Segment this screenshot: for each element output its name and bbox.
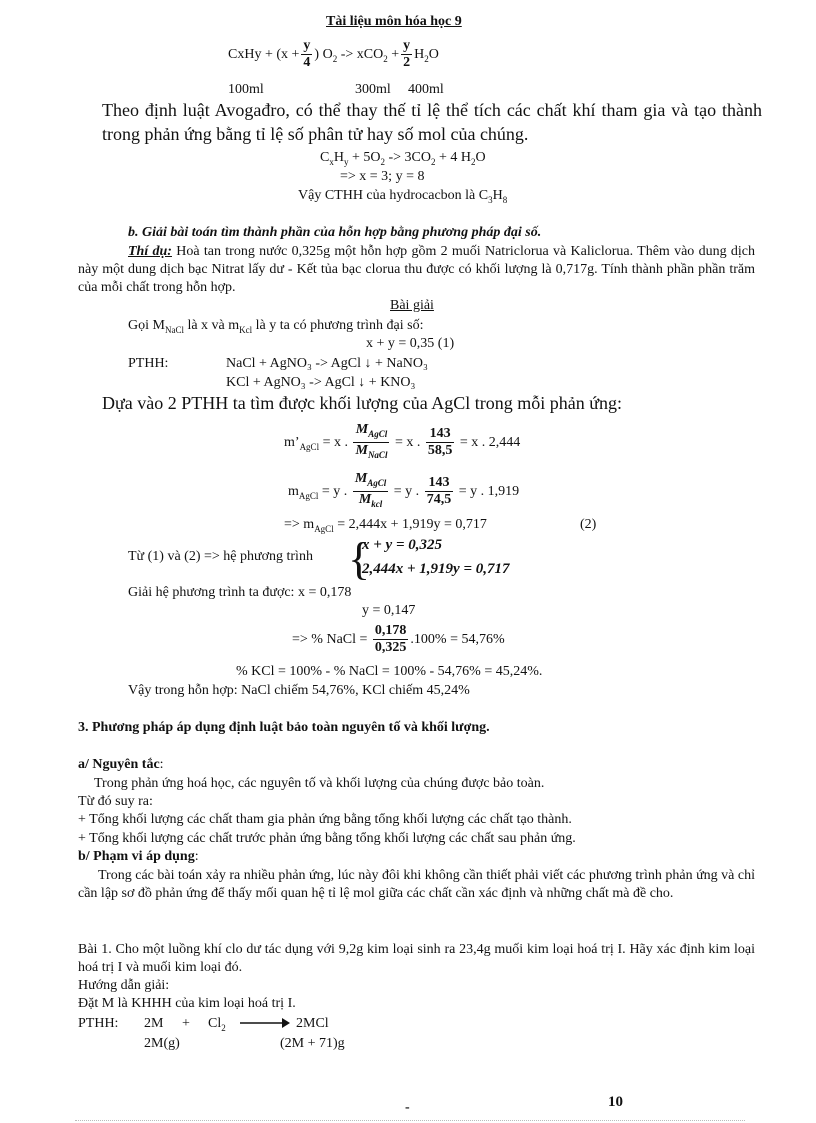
mass-agcl-2: $m_{AgCl} = y$ . $\frac{M_{AgCl}}{M_{kcl}}$ = y . $\frac{143}{74,5}$ = y . 1,919 <box>288 471 520 510</box>
volume-300: 300ml <box>355 82 391 97</box>
mass-reactant: 2M(g) <box>144 1036 180 1051</box>
volume-100: 100ml <box>228 82 264 97</box>
cthh-result: Vậy CTHH của hydrocacbon là $C_3H_8$ <box>298 188 508 205</box>
sum-equation: x + y = 0,35 (1) <box>366 336 455 351</box>
volume-400: 400ml <box>408 82 444 97</box>
scope-text: Trong các bài toán xảy ra nhiều phản ứng, lúc này đôi khi không cần thiết phải viết các phương trình phản ứng và chỉ cần lập sơ đồ phản ứng để thấy mối quan hệ tỉ lệ mol giữa các chất cần xác định và những chất mà đề cho. <box>78 868 755 901</box>
system-label: Từ (1) và (2) => hệ phương trình <box>128 549 313 564</box>
principle-heading: a/ Nguyên tắc: <box>78 757 164 772</box>
pthh-2-plus: + <box>182 1016 190 1031</box>
percent-kcl: % KCl = 100% - % NaCl = 100% - 54,76% = 45,24%. <box>236 664 543 679</box>
system-eq-2: 2,444x + 1,919y = 0,717 <box>362 561 510 577</box>
pthh-2-product: 2MCl <box>296 1016 329 1031</box>
rule-1: + Tổng khối lượng các chất tham gia phản ứng bằng tổng khối lượng các chất tạo thành. <box>78 812 572 827</box>
solution-heading: Bài giải <box>390 298 434 313</box>
pthh-2-label: PTHH: <box>78 1016 119 1031</box>
section-3-heading: 3. Phương pháp áp dụng định luật bảo toàn nguyên tố và khối lượng. <box>78 720 490 735</box>
therefore-line: Từ đó suy ra: <box>78 794 153 809</box>
exercise-1: Bài 1. Cho một luồng khí clo dư tác dụng với 9,2g kim loại sinh ra 23,4g muối kim loại hoá trị I. Hãy xác định kim loại hoá trị I và muối kim loại đó. <box>78 942 755 975</box>
avogadro-paragraph: Theo định luật Avogađro, có thể thay thế tỉ lệ thể tích các chất khí tham gia và tạo thành trong phản ứng bằng tỉ lệ số phân tử hay số mol của chúng. <box>102 100 762 144</box>
percent-nacl: => % NaCl = $\frac{0,178}{0,325}$ .100% = 54,76% <box>292 623 505 656</box>
reaction-2: KCl + AgNO₃ -> AgCl ↓ + KNO₃ <box>226 375 416 390</box>
principle-text: Trong phản ứng hoá học, các nguyên tố và khối lượng của chúng được bảo toàn. <box>94 776 545 791</box>
conclusion: Vậy trong hỗn hợp: NaCl chiếm 54,76%, KCl chiếm 45,24% <box>128 683 470 698</box>
mass-product: (2M + 71)g <box>280 1036 345 1051</box>
equation-2: $C_xH_y + 5O_2 -> 3CO_2 + 4$ $H_2O$ <box>320 150 486 167</box>
section-b-heading: b. Giải bài toán tìm thành phần của hỗn hợp bằng phương pháp đại số. <box>128 225 542 240</box>
footer-divider <box>75 1120 745 1121</box>
solve-y: y = 0,147 <box>362 603 416 618</box>
based-on-reactions: Dựa vào 2 PTHH ta tìm được khối lượng của AgCl trong mỗi phản ứng: <box>102 393 623 413</box>
xy-result: => x = 3; y = 8 <box>340 169 425 184</box>
long-arrow-icon <box>238 1015 290 1036</box>
scope-heading: b/ Phạm vi áp dụng: <box>78 849 199 864</box>
equation-tag-2: (2) <box>580 517 597 532</box>
mass-agcl-1: $m’_{AgCl} = x$ . $\frac{M_{AgCl}}{M_{NaCl}}$ = x . $\frac{143}{58,5}$ = x . 2,444 <box>284 422 521 461</box>
rule-2: + Tổng khối lượng các chất trước phản ứng bằng tổng khối lượng các chất sau phản ứng. <box>78 831 576 846</box>
let-statement: Gọi $M_{NaCl}$ là x và $m_{Kcl}$ là y ta có phương trình đại số: <box>128 318 424 335</box>
total-mass-equation: => $m_{AgCl} = 2,444x + 1,919y = 0,717$ <box>284 517 487 534</box>
example-paragraph: Thí dụ: Hoà tan trong nước 0,325g một hỗn hợp gồm 2 muối Natriclorua và Kaliclorua. Thêm vào dung dịch này một dung dịch bạc Nitrat lấy dư - Kết tủa bạc clorua thu được có khối lượng là 0,717g. Tính thành phần phần trăm của mỗi chất trong hỗn hợp. <box>78 244 755 295</box>
system-eq-1: x + y = 0,325 <box>362 537 443 553</box>
let-m: Đặt M là KHHH của kim loại hoá trị I. <box>78 996 296 1011</box>
pthh-label: PTHH: <box>128 356 169 371</box>
pthh-2-reactant-m: 2M <box>144 1016 164 1031</box>
page-header: Tài liệu môn hóa học 9 <box>326 14 462 29</box>
solve-x: Giải hệ phương trình ta được: x = 0,178 <box>128 585 352 600</box>
guide-heading: Hướng dẫn giải: <box>78 978 170 993</box>
combustion-equation: CxHy + (x + $\frac{y}{4}$ ) $O_2 -> xCO_2$ + $\frac{y}{2}$ $H_2O$ <box>228 38 439 71</box>
pthh-2-reactant-cl: $Cl_2$ <box>208 1016 226 1033</box>
reaction-1: NaCl + AgNO₃ -> AgCl ↓ + NaNO₃ <box>226 356 428 371</box>
page-number: 10 <box>608 1094 623 1110</box>
footer-dash: - <box>405 1100 410 1115</box>
system-brace: { <box>348 533 371 584</box>
